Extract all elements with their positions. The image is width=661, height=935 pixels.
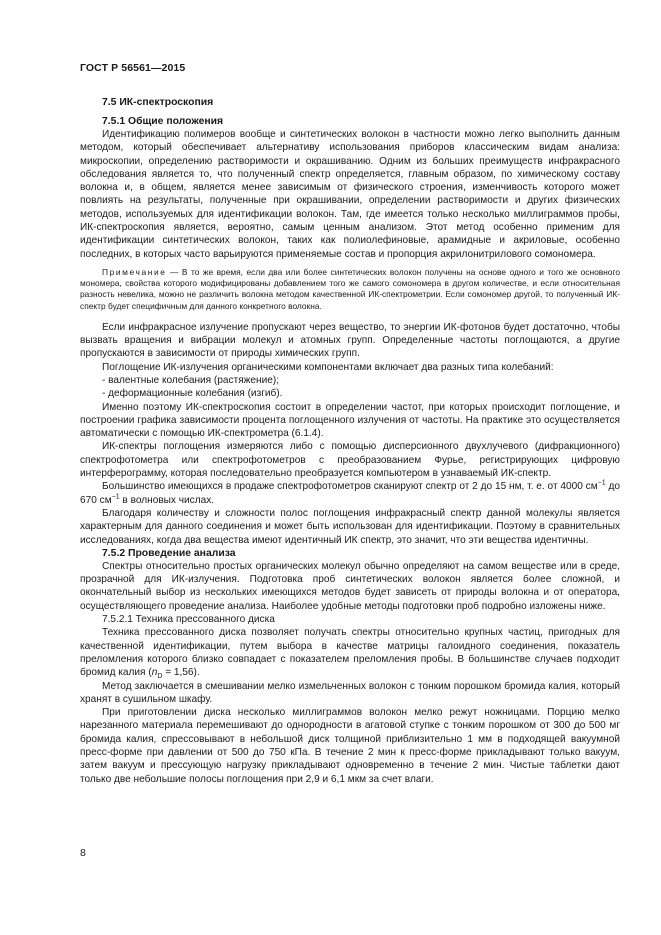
paragraph: Идентификацию полимеров вообще и синтетических волокон в частности можно легко выполнить данным методом, который обеспечивает альтернативу использования приборов классическим видам анализа: микроскопии, определению растворимости и окрашиванию. Одним из больших преимуществ инфракрасного обследования является то, что полученный спектр определяется, главным образом, по химическому составу волокна и, в общем, является менее зависимым от физического строения, изменчивость которого может повлиять на результаты, полученные при окрашивании, определении растворимости и других физических методов, используемых для идентификации волокон. Там, где имеется только несколько миллиграммов пробы, ИК-спектроскопия является, вероятно, самым ценным анализом. Этот метод особенно применим для идентификации синтетических волокон, таких как полиолефиновые, арамидные и акриловые, особенно последних, в которых часто варьируются применяемые состав и пропорция акрилонитрилового сомономера. <box>80 129 620 260</box>
main-content <box>80 96 620 786</box>
superscript: −1 <box>111 493 120 501</box>
paragraph: Благодаря количеству и сложности полос поглощения инфракрасный спектр данной молекулы является характерным для данного соединения и может быть использован для идентификации. Поэтому в сравнительных исследованиях, когда два вещества имеют идентичный ИК спектр, это значит, что эти вещества идентичны. <box>80 507 620 546</box>
note <box>80 267 620 312</box>
paragraph: Техника прессованного диска позволяет получать спектры относительно крупных частиц, пригодных для качественной идентификации, путем выбора в качестве матрицы галоидного соединения, показатель преломления которого близко совпадает с показателем преломления пробы. В большинстве случаев подходит бромид калия $(n_D = 1,56)$. <box>80 627 620 681</box>
section-title: 7.5 ИК-спектроскопия <box>102 97 214 108</box>
vibration-types-list <box>80 374 620 401</box>
paragraph: Если инфракрасное излучение пропускают через вещество, то энергии ИК-фотонов будет достаточно, чтобы вызвать вращения и вибрации молекул и атомных групп. Определенные частоты поглощаются, а другие пропускаются в зависимости от природы химических групп. <box>80 321 620 360</box>
list-item: - деформационные колебания (изгиб). <box>102 388 283 400</box>
standard-header: ГОСТ Р 56561—2015 <box>80 62 186 74</box>
page-number: 8 <box>80 847 86 859</box>
paragraph: ИК-спектры поглощения измеряются либо с помощью дисперсионного двухлучевого (дифракционного) спектрофотометра или спектрофотометров с преобразованием Фурье, регистрирующих цифровую интерферограмму, которая последовательно преобразуется компьютером в узнаваемый ИК-спектр. <box>80 441 620 480</box>
paragraph: Метод заключается в смешивании мелко измельченных волокон с тонким порошком бромида калия, который хранят в сушильном шкафу. <box>80 680 620 705</box>
paragraph: При приготовлении диска несколько миллиграммов волокон мелко режут ножницами. Порцию мелко нарезанного материала перемешивают до однородности в агатовой ступке с тонким порошком от 300 до 500 мг бромида калия, спрессовывают в небольшой диск толщиной приблизительно 1 мм в подходящей вакуумной пресс-форме при давлении от 500 до 750 кПа. В течение 2 мин к пресс-форме прикладывают только вакуум, затем вакуум и прессующую нагрузку прикладывают одновременно в течение 2 мин. Чистые таблетки дают только две небольшие полосы поглощения при 2,9 и 6,1 мкм за счет влаги. <box>80 707 620 785</box>
paragraph: Именно поэтому ИК-спектроскопия состоит в определении частот, при которых происходит поглощение, и построении графика зависимости процента поглощенного излучения от частоты. На практике это осуществляется автоматически с помощью ИК-спектрометра (6.1.4). <box>80 401 620 440</box>
subsubsection-title: 7.5.2.1 Техника прессованного диска <box>102 614 275 626</box>
subsection-title-general: 7.5.1 Общие положения <box>102 116 224 127</box>
note-text: — В то же время, если два или более синтетических волокон получены на основе одного и того же основного мономера, свойства которого модифицированы добавлением того же самого сомономера в другом количестве, и если относительная разность невелика, можно не различить волокна методом качественной ИК-спектрометрии. Если сомономер другой, то полученный ИК-спектр будет специфичным для данного конкретного волокна. <box>80 266 620 311</box>
paragraph: Большинство имеющихся в продаже спектрофотометров сканируют спектр от 2 до 15 нм, т. е. от 4000 $см^{-1}$ до 670 $см^{-1}$ в волновых числах. <box>80 479 620 506</box>
note-label: Примечание <box>102 266 167 277</box>
list-item: - валентные колебания (растяжение); <box>102 374 280 386</box>
subsection-title-analysis: 7.5.2 Проведение анализа <box>102 547 236 559</box>
paragraph: Поглощение ИК-излучения органическими компонентами включает два разных типа колебаний: <box>102 361 554 373</box>
superscript: −1 <box>597 479 606 487</box>
paragraph: Спектры относительно простых органических молекул обычно определяют на самом веществе или в среде, прозрачной для ИК-излучения. Подготовка проб синтетических волокон является более сложной, и окончательный выбор из нескольких имеющихся методов будет зависеть от природы волокна и от оператора, осуществляющего проведение анализа. Наиболее удобные методы подготовки проб подробно изложены ниже. <box>80 560 620 612</box>
